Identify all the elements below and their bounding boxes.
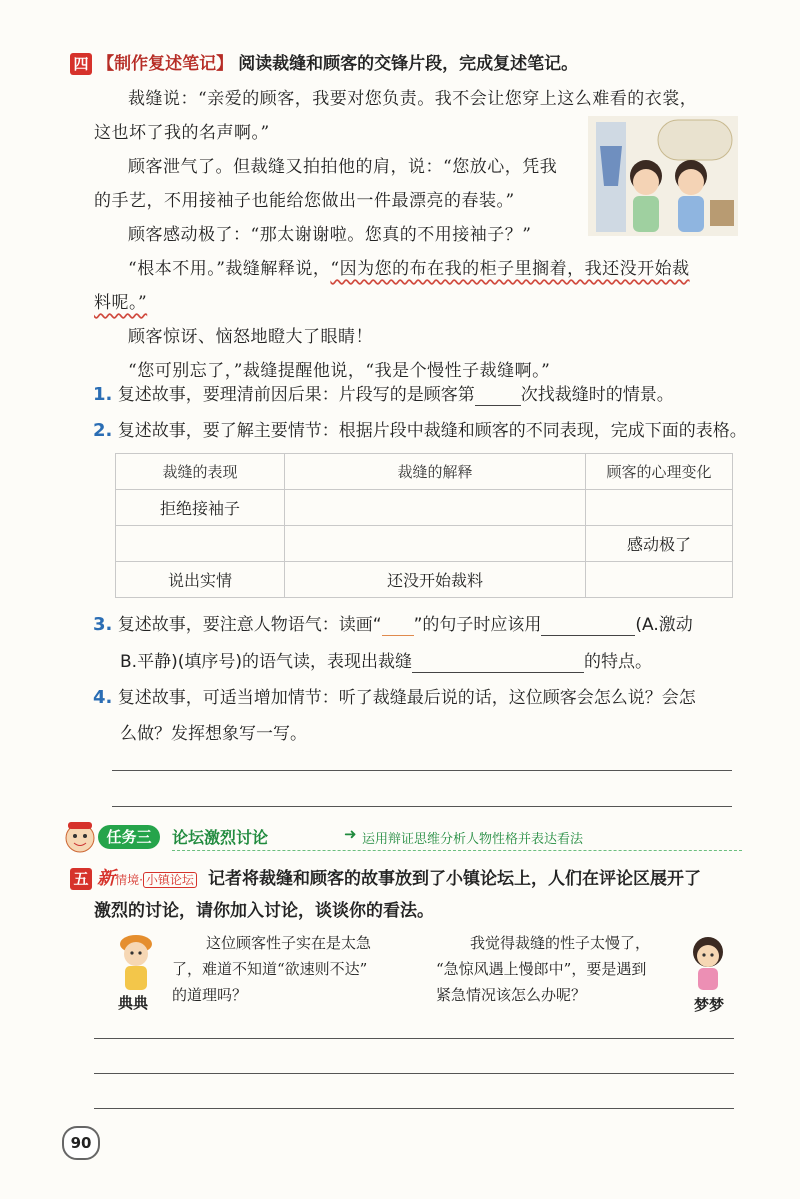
writing-line[interactable] (94, 1038, 734, 1039)
context-tag: 情境· (115, 873, 143, 887)
question-3-continued (120, 647, 760, 673)
girl-avatar (684, 934, 732, 994)
speaker-name: 梦梦 (694, 996, 725, 1014)
passage-line (94, 252, 744, 286)
question-4-continued: 么做？发挥想象写一写。 (120, 724, 307, 744)
table-cell-blank[interactable] (285, 526, 586, 562)
question-number: 2. (93, 420, 113, 441)
mascot-icon (62, 820, 98, 854)
tailor-customer-illustration (588, 116, 738, 236)
table-cell-blank[interactable] (285, 490, 586, 526)
passage-line: 顾客感动极了：“那太谢谢啦。您真的不用接袖子？” (128, 225, 532, 245)
table-cell-blank[interactable] (586, 490, 733, 526)
passage-line: 顾客惊讶、恼怒地瞪大了眼睛！ (128, 327, 373, 347)
table-cell-blank[interactable] (116, 526, 285, 562)
table-cell: 说出实情 (116, 562, 285, 598)
question-3 (93, 610, 753, 636)
writing-line[interactable] (94, 1108, 734, 1109)
task-subtitle: 运用辩证思维分析人物性格并表达看法 (362, 832, 584, 847)
question-text: 次找裁缝时的情景。 (520, 385, 674, 405)
question-text: (A.激动 (635, 615, 693, 635)
question-text: 复述故事，可适当增加情节：听了裁缝最后说的话，这位顾客会怎么说？会怎 (117, 688, 696, 708)
arrow-right-icon: ➜ (344, 825, 357, 843)
writing-line[interactable] (112, 770, 732, 771)
question-number: 1. (93, 384, 113, 405)
table-row (116, 526, 733, 562)
speech-line: 紧急情况该怎么办呢？ (436, 986, 587, 1004)
section-4-heading (70, 49, 578, 75)
speech-right (436, 930, 676, 1008)
section-5-heading (70, 864, 750, 890)
question-number: 3. (93, 614, 113, 635)
divider (172, 850, 742, 851)
section-instruction: 记者将裁缝和顾客的故事放到了小镇论坛上，人们在评论区展开了 (208, 869, 702, 889)
wavy-underlined-sentence: 料呢。” (94, 293, 148, 313)
table-header: 裁缝的解释 (285, 454, 586, 490)
speech-line: 这位顾客性子实在是太急 (206, 934, 372, 952)
section-badge: 四 (70, 53, 92, 75)
question-text: 复述故事，要了解主要情节：根据片段中裁缝和顾客的不同表现，完成下面的表格。 (117, 421, 747, 441)
passage-line: 的手艺，不用接袖子也能给您做出一件最漂亮的春装。” (94, 191, 515, 211)
question-text: 复述故事，要理清前因后果：片段写的是顾客第 (117, 385, 475, 405)
passage-line: “您可别忘了，”裁缝提醒他说，“我是个慢性子裁缝啊。” (128, 361, 551, 381)
writing-line[interactable] (112, 806, 732, 807)
speech-line: 了，难道不知道“欲速则不达” (172, 960, 368, 978)
section-instruction-continued: 激烈的讨论，请你加入讨论，谈谈你的看法。 (94, 901, 434, 921)
task-3-bar (62, 820, 742, 854)
writing-line[interactable] (94, 1073, 734, 1074)
section-tag: 【制作复述笔记】 (97, 54, 234, 74)
speech-left (172, 930, 412, 1008)
question-text: 复述故事，要注意人物语气：读画“ (117, 615, 382, 635)
passage-text: “根本不用。”裁缝解释说， (128, 259, 331, 279)
answer-blank[interactable] (541, 615, 635, 636)
speech-line: “急惊风遇上慢郎中”，要是遇到 (436, 960, 647, 978)
page-number: 90 (62, 1126, 100, 1160)
question-text: B.平静)(填序号)的语气读，表现出裁缝 (120, 652, 412, 672)
table-header: 裁缝的表现 (116, 454, 285, 490)
wavy-underlined-sentence: “因为您的布在我的柜子里搁着，我还没开始裁 (330, 259, 690, 279)
answer-blank[interactable] (475, 385, 521, 406)
table-row (116, 562, 733, 598)
forum-tag: 小镇论坛 (143, 872, 197, 888)
question-number: 4. (93, 687, 113, 708)
table-row (116, 490, 733, 526)
question-2 (93, 416, 763, 441)
section-instruction: 阅读裁缝和顾客的交锋片段，完成复述笔记。 (238, 54, 579, 74)
answer-blank[interactable] (412, 652, 584, 673)
table-cell: 还没开始裁料 (285, 562, 586, 598)
section-badge: 五 (70, 868, 92, 890)
table-cell: 拒绝接袖子 (116, 490, 285, 526)
passage-line: 这也坏了我的名声啊。” (94, 123, 270, 143)
table-cell-blank[interactable] (586, 562, 733, 598)
question-text: 的特点。 (583, 652, 652, 672)
underline-sample (382, 615, 414, 636)
notes-table (115, 453, 733, 598)
boy-avatar (112, 932, 160, 994)
table-header-row (116, 454, 733, 490)
question-4 (93, 683, 753, 708)
passage-line: 顾客泄气了。但裁缝又拍拍他的肩，说：“您放心，凭我 (128, 157, 558, 177)
question-1 (93, 380, 743, 406)
table-header: 顾客的心理变化 (586, 454, 733, 490)
passage-line (94, 286, 744, 320)
task-pill: 任务三 (98, 825, 160, 849)
speech-line: 的道理吗？ (172, 986, 248, 1004)
speech-line: 我觉得裁缝的性子太慢了， (470, 934, 651, 952)
new-tag: 新 (97, 868, 116, 889)
question-text: ”的句子时应该用 (413, 615, 542, 635)
passage-line: 裁缝说：“亲爱的顾客，我要对您负责。我不会让您穿上这么难看的衣裳， (128, 89, 698, 109)
task-title: 论坛激烈讨论 (172, 828, 269, 847)
table-cell: 感动极了 (586, 526, 733, 562)
speaker-name: 典典 (118, 994, 149, 1012)
